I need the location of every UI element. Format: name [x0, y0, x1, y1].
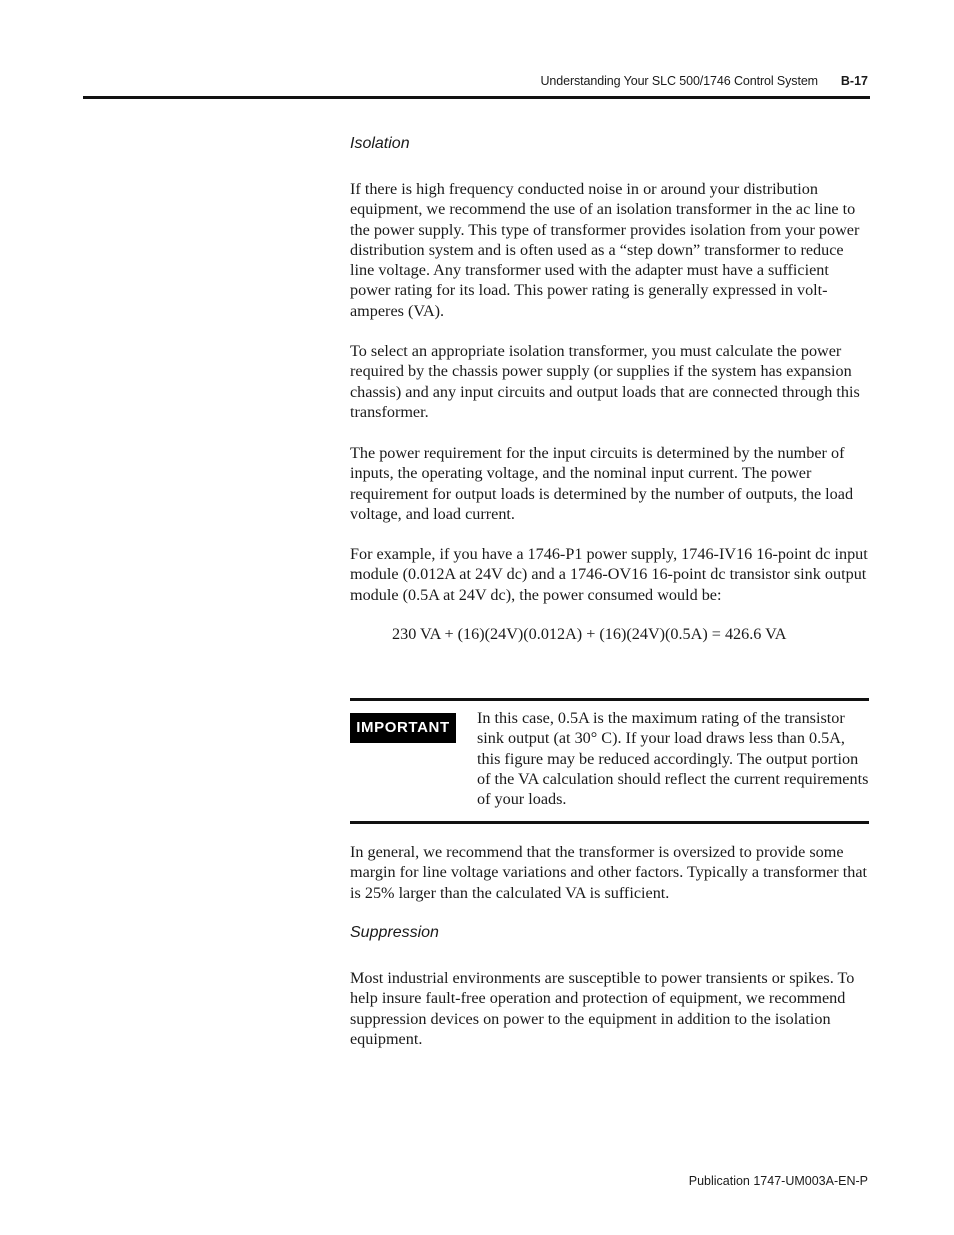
publication-footer: Publication 1747-UM003A-EN-P: [688, 1174, 868, 1188]
isolation-paragraph-3: The power requirement for the input circuits is determined by the number of inputs, the operating voltage, and the nominal input current. The power requirement for output loads is determined by the number of outputs, the load voltage, and load current.: [350, 444, 854, 523]
isolation-paragraph-5: In general, we recommend that the transformer is oversized to provide some margin for line voltage variations and other factors. Typically a transformer that is 25% larger than the calculated VA is sufficient.: [350, 843, 867, 902]
important-badge: IMPORTANT: [350, 713, 456, 743]
header-divider: [83, 96, 870, 99]
isolation-heading: Isolation: [350, 135, 410, 152]
suppression-paragraph-1: Most industrial environments are susceptible to power transients or spikes. To help insure fault-free operation and protection of equipment, we recommend suppression devices on power to the equipment in addition to the isolation equipment.: [350, 969, 855, 1048]
isolation-paragraph-2: To select an appropriate isolation transformer, you must calculate the power required by the chassis power supply (or supplies if the system has expansion chassis) and any input circuits and output loads that are connected through this transformer.: [350, 342, 860, 421]
suppression-heading: Suppression: [350, 924, 439, 941]
power-equation: 230 VA + (16)(24V)(0.012A) + (16)(24V)(0.5A) = 426.6 VA: [392, 625, 787, 643]
isolation-paragraph-4: For example, if you have a 1746-P1 power supply, 1746-IV16 16-point dc input module (0.012A at 24V dc) and a 1746-OV16 16-point dc transistor sink output module (0.5A at 24V dc), the power consumed would be:: [350, 545, 868, 604]
important-bottom-rule: [350, 821, 869, 824]
important-note-text: In this case, 0.5A is the maximum rating of the transistor sink output (at 30° C). If your load draws less than 0.5A, this figure may be reduced accordingly. The output portion of the VA calculation should reflect the current requirements of your loads.: [477, 709, 869, 809]
page-number: B-17: [840, 74, 868, 88]
important-top-rule: [350, 698, 869, 701]
running-header-title: Understanding Your SLC 500/1746 Control System: [540, 74, 818, 88]
isolation-paragraph-1: If there is high frequency conducted noise in or around your distribution equipment, we recommend the use of an isolation transformer in the ac line to the power supply. This type of transformer provides isolation from your power distribution system and is often used as a “step down” transformer to reduce line voltage. Any transformer used with the adapter must have a sufficient power rating for its load. This power rating is generally expressed in volt-amperes (VA).: [350, 180, 860, 320]
